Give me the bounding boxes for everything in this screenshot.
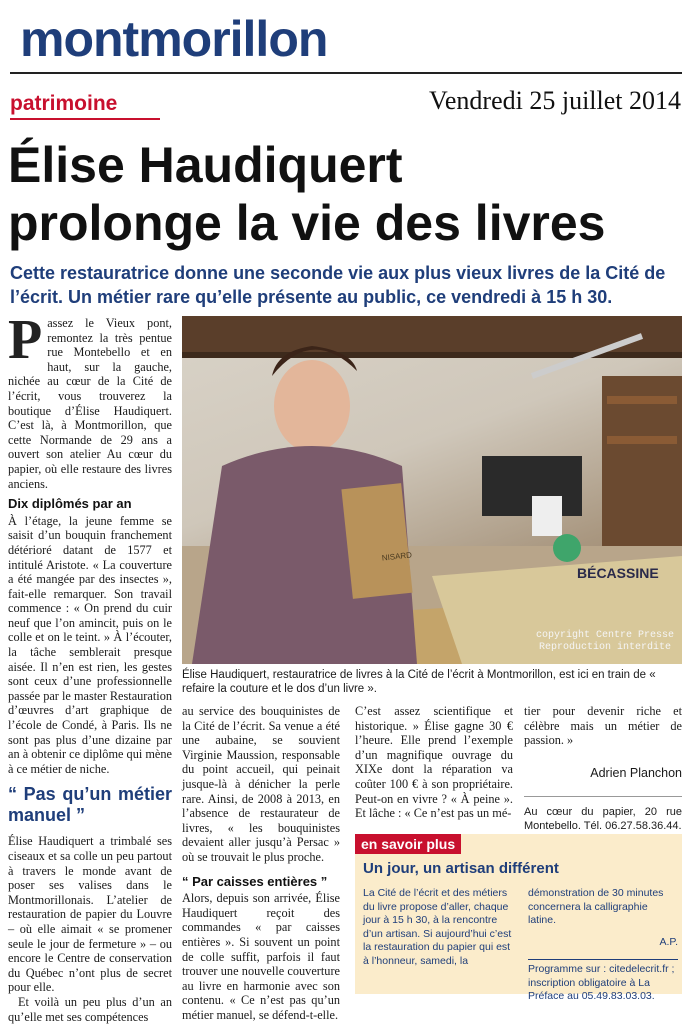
info-box-programme: Programme sur : citedelecrit.fr ; inscription obligatoire à La Préface au 05.49.83.03.03. — [528, 959, 678, 1004]
issue-date: Vendredi 25 juillet 2014 — [428, 86, 681, 115]
rubric-underline — [10, 118, 160, 120]
info-box-column-2 — [528, 887, 678, 1004]
author-signature: Adrien Planchon — [590, 765, 682, 780]
column-2-text-a: au service des bouquinistes de la Cité de l’écrit. Sa venue a été une aubaine, se souvient Virginie Maussion, responsable du point accueil, qui peinait jusque-là à dénicher la perle rare. Ainsi, de 2008 à 2013, en l’absence de restaurateur de livres, « les bouquinistes devaient aller jusqu’à Persac » où se trouvait le plus proche. — [182, 704, 340, 864]
magazine-title: BÉCASSINE — [577, 565, 659, 581]
subhead-metier-manuel: “ Pas qu’un métier manuel ” — [8, 784, 172, 826]
paragraph-2: À l’étage, la jeune femme se saisit d’un bouquin franchement détérioré datant de 1577 et intitulé Aristote. « La couverture a été mangée par des insectes », fait-elle remarquer. Son travail commence : « On prend du cuir neuf que l’on amincit, puis on le colle et on le teint. » À l’écouter, la tâche semblerait presque aisée. Il n’en est rien, les gestes sont ceux d’une professionnelle passée par le master Restauration d’œuvres d’art graphique de l’école de Condé, à Paris. Ils ne sont pas plus d’une dizaine par an à obtenir ce diplôme qui mène à ce métier de niche. — [8, 513, 172, 776]
book-spine-label: NISARD — [381, 550, 413, 563]
photo-caption: Élise Haudiquert, restauratrice de livres à la Cité de l’écrit à Montmorillon, est ici en train de « refaire la couture et le dos d’un livre ». — [182, 669, 656, 695]
photo-credit-line-2: Reproduction interdite — [538, 642, 671, 653]
photo-credit — [536, 630, 674, 654]
subhead-caisses: “ Par caisses entières ” — [182, 873, 328, 889]
masthead-rule — [10, 72, 682, 74]
photo-illustration — [182, 316, 682, 664]
column-3-text: C’est assez scientifique et historique. » Élise gagne 30 € l’heure. Elle prend l’exemple d’un magnifique ouvrage du XIXe dont la réparation va coûter 100 € à son propriétaire. Peut-on en vivre ? « À peine ». Et lâche : « Ce n’est pas un mé- — [355, 704, 513, 821]
info-box-tag: en savoir plus — [355, 834, 461, 854]
info-box-title: Un jour, un artisan différent — [363, 860, 559, 877]
headline-line-1: Élise Haudiquert — [8, 137, 403, 193]
article-photo — [182, 316, 682, 664]
rubric-label: patrimoine — [10, 92, 118, 115]
masthead: montmorillon — [20, 11, 328, 67]
column-4-text: tier pour devenir riche et célèbre mais un métier de passion. » — [524, 704, 682, 748]
article-column-3 — [355, 704, 513, 821]
drop-cap: P — [8, 309, 43, 371]
headline — [8, 136, 678, 252]
article-column-4 — [524, 704, 682, 833]
atelier-address: Au cœur du papier, 20 rue Montebello. Tél. 06.27.58.36.44. — [524, 796, 682, 833]
article-column-2 — [182, 704, 340, 1022]
paragraph-3: Élise Haudiquert a trimbalé ses ciseaux et sa colle un peu partout à travers le monde avant de poser ses valises dans le Montmorillonais. L’atelier de restauration de papier du Louvre – où elle aimait « se promener seule le jour de fermeture » – ou encore le Centre de conservation du Québec n’ont plus de secret pour elle. — [8, 834, 172, 995]
article-column-1 — [8, 309, 172, 1024]
headline-line-2: prolonge la vie des livres — [8, 195, 606, 251]
info-box-signature: A.P. — [659, 935, 678, 948]
photo-credit-line-1: copyright Centre Presse — [535, 630, 674, 641]
subhead-diplomes: Dix diplômés par an — [8, 496, 132, 512]
info-box-column-1: La Cité de l’écrit et des métiers du livre propose d’aller, chaque jour à 15 h 30, à la rencontre d’un artisan. Si aujourd’hui c’est la restauration du papier qui est à l’honneur, samedi, la — [363, 887, 512, 967]
column-2-text-b: Alors, depuis son arrivée, Élise Haudiquert reçoit des commandes « par caisses entières ». Si souvent un point de colle suffit, parfois il faut trouver une nouvelle couverture au livre en harmonie avec son contenu. « Ce n’est pas qu’un métier manuel, se défend-t-elle. — [182, 891, 340, 1022]
info-box-text: démonstration de 30 minutes concernera la calligraphie latine. — [528, 887, 664, 926]
standfirst: Cette restauratrice donne une seconde vie aux plus vieux livres de la Cité de l’écrit. Un métier rare qu’elle présente au public, ce vendredi à 15 h 30. — [10, 263, 666, 307]
intro-paragraph: assez le Vieux pont, remontez la très pentue rue Montebello et en haut, sur la gauche, nichée au cœur de la Cité de l’écrit, vous trouverez la boutique d’Élise Haudiquert. C’est là, à Montmorillon, que cette Normande de 29 ans a ouvert son atelier Au cœur du papier, où elle restaure des livres anciens. — [8, 316, 172, 491]
paragraph-4: Et voilà un peu plus d’un an qu’elle met ses compétences — [8, 994, 172, 1024]
